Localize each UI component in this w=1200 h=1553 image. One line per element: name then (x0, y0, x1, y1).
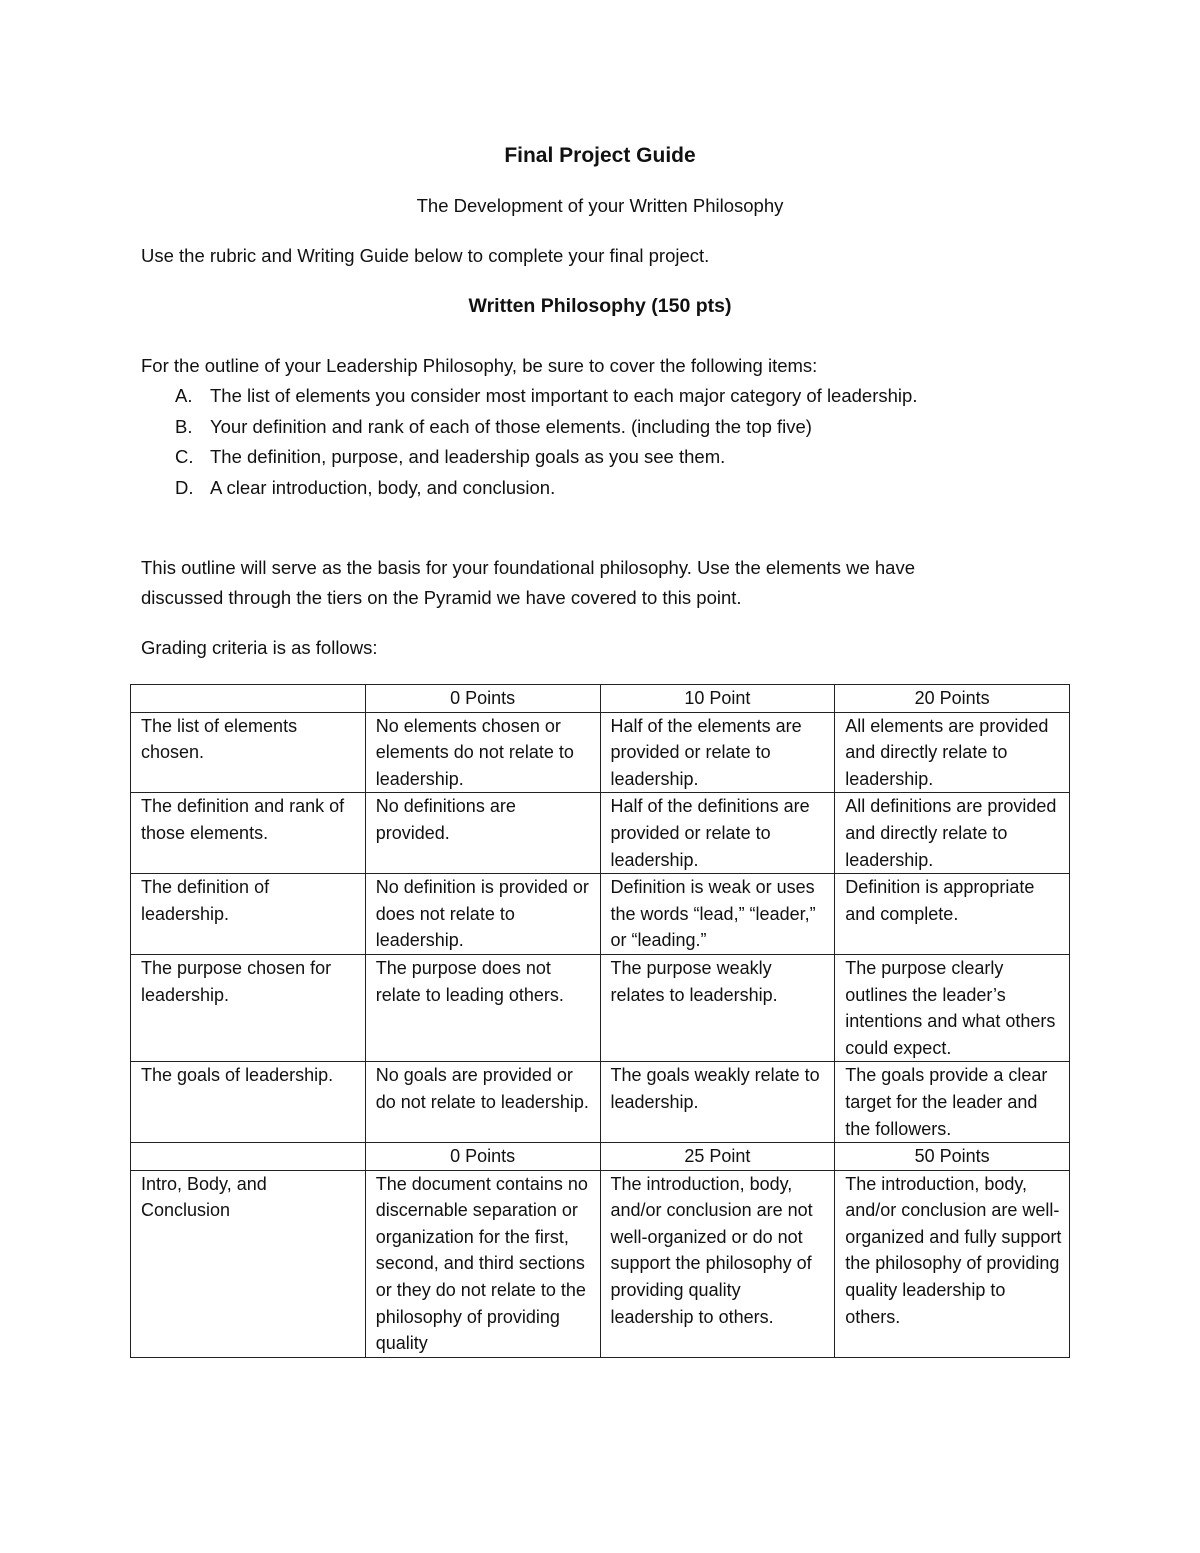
criterion-cell: The list of elements chosen. (131, 712, 366, 793)
list-item (141, 412, 917, 443)
score-cell: The introduction, body, and/or conclusion are well-organized and fully support the philosophy of providing quality leadership to others. (835, 1170, 1070, 1357)
score-cell: The purpose does not relate to leading others. (365, 954, 600, 1061)
table-row (131, 793, 1070, 874)
list-marker: C. (175, 446, 194, 467)
list-item-text: A clear introduction, body, and conclusion. (210, 476, 556, 498)
header-cell: 20 Points (835, 685, 1070, 713)
criterion-cell: Intro, Body, and Conclusion (131, 1170, 366, 1357)
list-item (141, 473, 917, 504)
list-marker: B. (175, 415, 193, 437)
outline-intro: For the outline of your Leadership Philosophy, be sure to cover the following items: (141, 355, 818, 376)
list-item (141, 442, 917, 473)
score-cell: The purpose clearly outlines the leader’s intentions and what others could expect. (835, 954, 1070, 1061)
table-row (131, 1062, 1070, 1143)
score-cell: Definition is appropriate and complete. (835, 874, 1070, 955)
header-cell: 10 Point (600, 685, 835, 713)
header-cell (131, 1143, 366, 1171)
score-cell: Half of the elements are provided or relate to leadership. (600, 712, 835, 793)
section-heading: Written Philosophy (150 pts) (468, 295, 732, 317)
page-subtitle: The Development of your Written Philosophy (416, 195, 784, 216)
score-cell: The goals weakly relate to leadership. (600, 1062, 835, 1143)
header-cell: 0 Points (365, 685, 600, 713)
table-header-row (131, 1143, 1070, 1171)
list-marker: A. (175, 385, 193, 406)
intro-text: Use the rubric and Writing Guide below to complete your final project. (141, 245, 710, 266)
score-cell: No goals are provided or do not relate to leadership. (365, 1062, 600, 1143)
score-cell: No definition is provided or does not relate to leadership. (365, 874, 600, 955)
table-row (131, 874, 1070, 955)
score-cell: Half of the definitions are provided or relate to leadership. (600, 793, 835, 874)
criterion-cell: The definition and rank of those elements. (131, 793, 366, 874)
criterion-cell: The goals of leadership. (131, 1062, 366, 1143)
grading-intro: Grading criteria is as follows: (141, 637, 378, 658)
header-cell: 50 Points (835, 1143, 1070, 1171)
basis-text-line-1: This outline will serve as the basis for your foundational philosophy. Use the elements we have (141, 557, 915, 578)
list-item-text: The list of elements you consider most important to each major category of leadership. (210, 385, 918, 406)
criterion-cell: The purpose chosen for leadership. (131, 954, 366, 1061)
list-item-text: The definition, purpose, and leadership goals as you see them. (210, 446, 726, 467)
score-cell: The introduction, body, and/or conclusion are not well-organized or do not support the philosophy of providing quality leadership to others. (600, 1170, 835, 1357)
score-cell: No definitions are provided. (365, 793, 600, 874)
table-row (131, 712, 1070, 793)
score-cell: The purpose weakly relates to leadership. (600, 954, 835, 1061)
grading-rubric-table (130, 684, 1070, 1358)
page-title: Final Project Guide (504, 144, 696, 167)
header-cell (131, 685, 366, 713)
outline-list (141, 381, 917, 503)
score-cell: No elements chosen or elements do not relate to leadership. (365, 712, 600, 793)
score-cell: All definitions are provided and directly relate to leadership. (835, 793, 1070, 874)
score-cell: The goals provide a clear target for the leader and the followers. (835, 1062, 1070, 1143)
list-item (141, 381, 917, 412)
table-header-row (131, 685, 1070, 713)
basis-text-line-2: discussed through the tiers on the Pyramid we have covered to this point. (141, 587, 742, 608)
score-cell: All elements are provided and directly relate to leadership. (835, 712, 1070, 793)
header-cell: 25 Point (600, 1143, 835, 1171)
criterion-cell: The definition of leadership. (131, 874, 366, 955)
score-cell: Definition is weak or uses the words “lead,” “leader,” or “leading.” (600, 874, 835, 955)
list-marker: D. (175, 476, 194, 498)
header-cell: 0 Points (365, 1143, 600, 1171)
list-item-text: Your definition and rank of each of those elements. (including the top five) (210, 415, 812, 437)
table-row (131, 954, 1070, 1061)
score-cell: The document contains no discernable separation or organization for the first, second, and third sections or they do not relate to the philosophy of providing quality (365, 1170, 600, 1357)
table-row (131, 1170, 1070, 1357)
